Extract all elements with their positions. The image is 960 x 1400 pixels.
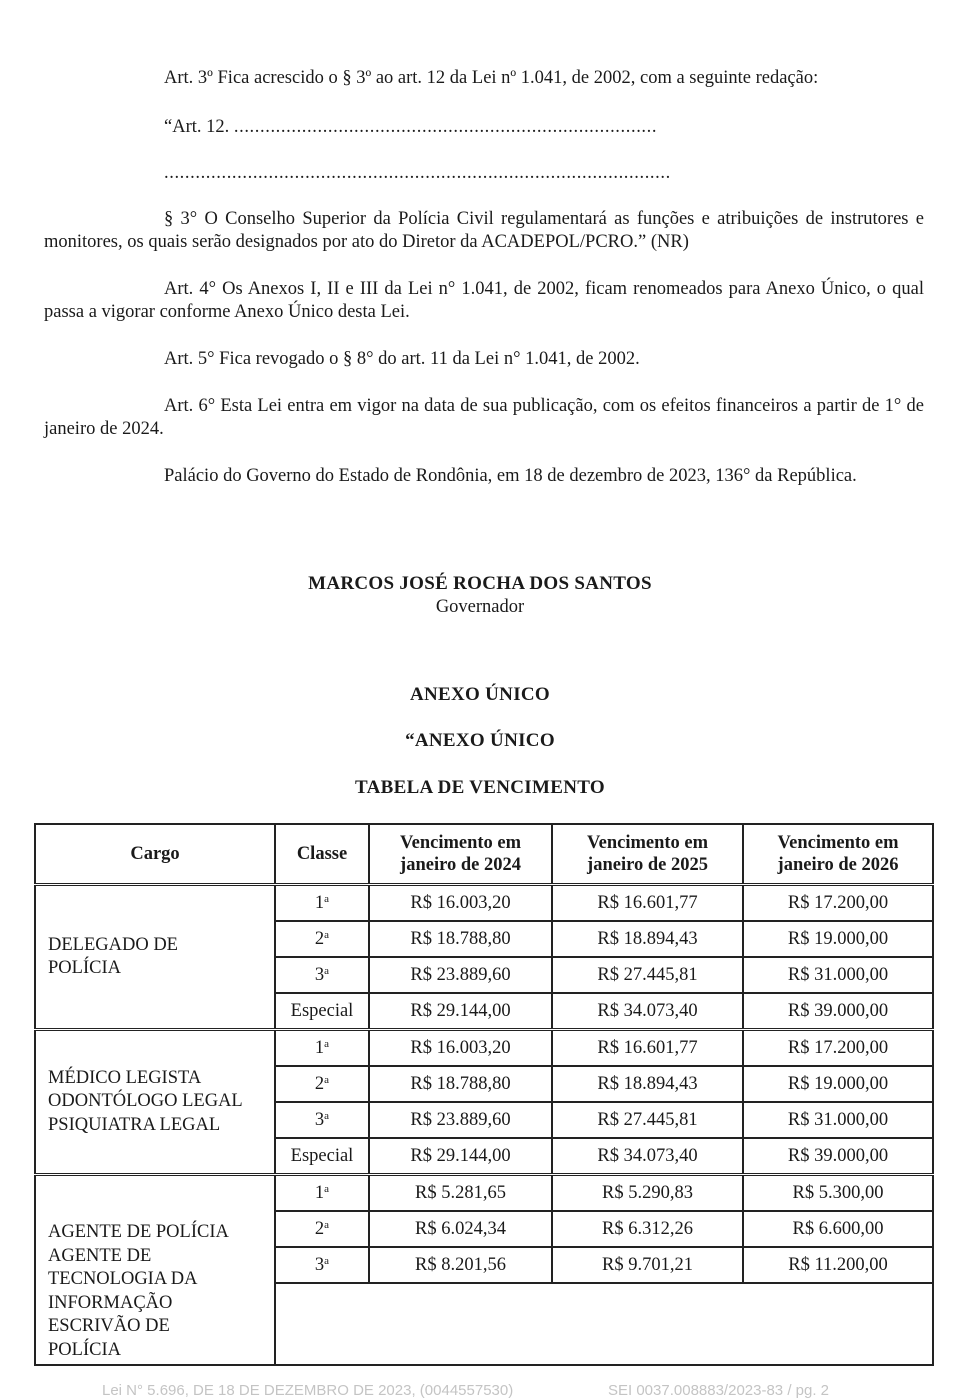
classe-cell: 3$^a$: [275, 957, 369, 993]
value-2025: R$ 9.701,21: [552, 1247, 743, 1283]
value-2025: R$ 6.312,26: [552, 1211, 743, 1247]
cargo-cell: DELEGADO DE POLÍCIA: [35, 885, 275, 1030]
header-classe: Classe: [275, 824, 369, 885]
paragraph-3: § 3° O Conselho Superior da Polícia Civil regulamentará as funções e atribuições de instrutores e monitores, os quais serão designados por ato do Diretor da ACADEPOL/PCRO.” (NR): [44, 209, 924, 252]
value-2026: R$ 39.000,00: [743, 993, 933, 1030]
header-2025: Vencimento em janeiro de 2025: [552, 824, 743, 885]
cargo-cell: AGENTE DE POLÍCIA AGENTE DE TECNOLOGIA DA INFORMAÇÃO ESCRIVÃO DE POLÍCIA: [35, 1175, 275, 1366]
value-2026: R$ 39.000,00: [743, 1138, 933, 1175]
value-2024: R$ 18.788,80: [369, 1066, 552, 1102]
value-2026: R$ 11.200,00: [743, 1247, 933, 1283]
classe-cell: 2$^a$: [275, 1211, 369, 1247]
value-2024: R$ 5.281,65: [369, 1175, 552, 1212]
value-2024: R$ 23.889,60: [369, 1102, 552, 1138]
value-2025: R$ 34.073,40: [552, 993, 743, 1030]
signer-name: MARCOS JOSÉ ROCHA DOS SANTOS: [308, 573, 652, 594]
table-row: [35, 1030, 933, 1067]
value-2026: R$ 31.000,00: [743, 1102, 933, 1138]
classe-cell: 2$^a$: [275, 921, 369, 957]
header-cargo: Cargo: [35, 824, 275, 885]
value-2024: R$ 16.003,20: [369, 885, 552, 922]
classe-cell: 2$^a$: [275, 1066, 369, 1102]
art4-text: Art. 4° Os Anexos I, II e III da Lei n° 1.041, de 2002, ficam renomeados para Anexo Único, o qual passa a vigorar conforme Anexo Único desta Lei.: [44, 279, 924, 322]
table-header-row: [35, 824, 933, 885]
continuation-space: [275, 1283, 933, 1365]
ellipsis-dots: .................................................................................: [233, 117, 658, 137]
footer-sei-reference: SEI 0037.008883/2023-83 / pg. 2: [608, 1382, 830, 1399]
signer-role: Governador: [435, 597, 525, 617]
annex-heading-quoted: “ANEXO ÚNICO: [405, 730, 555, 751]
value-2026: R$ 17.200,00: [743, 885, 933, 922]
value-2024: R$ 29.144,00: [369, 993, 552, 1030]
classe-cell: 3$^a$: [275, 1102, 369, 1138]
classe-cell: Especial: [275, 993, 369, 1030]
art3-intro: Art. 3º Fica acrescido o § 3º ao art. 12 da Lei nº 1.041, de 2002, com a seguinte redação:: [164, 68, 819, 88]
art6-text: Art. 6° Esta Lei entra em vigor na data de sua publicação, com os efeitos financeiros a partir de 1° de janeiro de 2024.: [44, 396, 924, 439]
classe-cell: 1$^a$: [275, 885, 369, 922]
value-2025: R$ 34.073,40: [552, 1138, 743, 1175]
table-title: TABELA DE VENCIMENTO: [355, 777, 605, 798]
value-2025: R$ 16.601,77: [552, 885, 743, 922]
art5-text: Art. 5° Fica revogado o § 8° do art. 11 da Lei n° 1.041, de 2002.: [164, 349, 640, 369]
classe-cell: 1$^a$: [275, 1175, 369, 1212]
ellipsis-dots-line: .................................................................................................: [164, 163, 671, 183]
value-2025: R$ 18.894,43: [552, 1066, 743, 1102]
value-2026: R$ 17.200,00: [743, 1030, 933, 1067]
cargo-cell: MÉDICO LEGISTA ODONTÓLOGO LEGAL PSIQUIATRA LEGAL: [35, 1030, 275, 1175]
table-row: [35, 1175, 933, 1212]
classe-cell: 3$^a$: [275, 1247, 369, 1283]
value-2025: R$ 5.290,83: [552, 1175, 743, 1212]
value-2025: R$ 18.894,43: [552, 921, 743, 957]
closing-text: Palácio do Governo do Estado de Rondônia, em 18 de dezembro de 2023, 136° da República.: [164, 466, 857, 486]
value-2025: R$ 27.445,81: [552, 957, 743, 993]
value-2024: R$ 6.024,34: [369, 1211, 552, 1247]
value-2025: R$ 16.601,77: [552, 1030, 743, 1067]
value-2025: R$ 27.445,81: [552, 1102, 743, 1138]
header-2026: Vencimento em janeiro de 2026: [743, 824, 933, 885]
value-2026: R$ 5.300,00: [743, 1175, 933, 1212]
value-2026: R$ 19.000,00: [743, 1066, 933, 1102]
value-2026: R$ 6.600,00: [743, 1211, 933, 1247]
footer-law-reference: Lei N° 5.696, DE 18 DE DEZEMBRO DE 2023, (0044557530): [102, 1382, 514, 1399]
value-2026: R$ 19.000,00: [743, 921, 933, 957]
value-2026: R$ 31.000,00: [743, 957, 933, 993]
salary-table: [34, 823, 934, 1366]
value-2024: R$ 16.003,20: [369, 1030, 552, 1067]
art12-prefix: “Art. 12.: [164, 117, 230, 137]
header-2024: Vencimento em janeiro de 2024: [369, 824, 552, 885]
value-2024: R$ 23.889,60: [369, 957, 552, 993]
classe-cell: 1$^a$: [275, 1030, 369, 1067]
annex-heading: ANEXO ÚNICO: [409, 684, 550, 705]
value-2024: R$ 8.201,56: [369, 1247, 552, 1283]
value-2024: R$ 29.144,00: [369, 1138, 552, 1175]
art12-line: [164, 116, 657, 139]
table-row: [35, 885, 933, 922]
value-2024: R$ 18.788,80: [369, 921, 552, 957]
classe-cell: Especial: [275, 1138, 369, 1175]
